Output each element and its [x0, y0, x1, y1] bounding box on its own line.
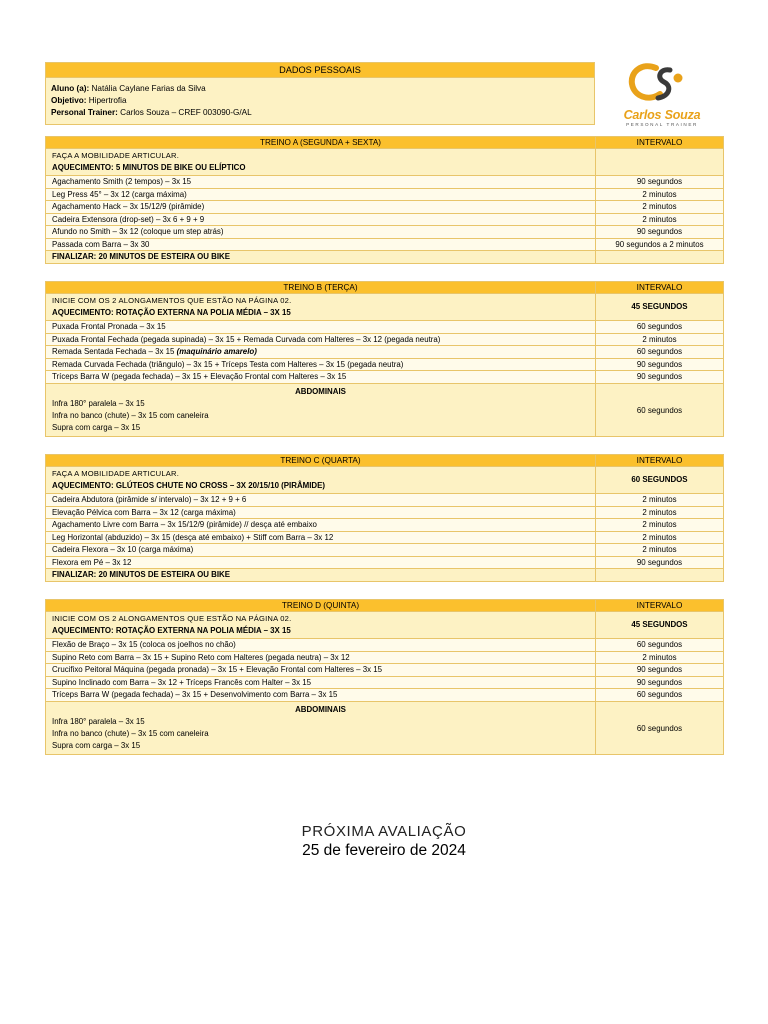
exercise-name: Elevação Pélvica com Barra – 3x 12 (carga máxima)	[46, 506, 596, 519]
exercise-row	[46, 333, 724, 346]
exercise-name: Tríceps Barra W (pegada fechada) – 3x 15 + Desenvolvimento com Barra – 3x 15	[46, 689, 596, 702]
intro-interval: 45 SEGUNDOS	[596, 294, 724, 321]
exercise-interval: 90 segundos	[596, 176, 724, 189]
intro-interval	[596, 149, 724, 176]
exercise-name-text: Remada Sentada Fechada – 3x 15	[52, 347, 177, 357]
exercise-name: Cadeira Abdutora (pirâmide s/ intervalo) – 3x 12 + 9 + 6	[46, 494, 596, 507]
exercise-name: Crucifixo Peitoral Máquina (pegada pronada) – 3x 15 + Elevação Frontal com Halteres – 3x 15	[46, 664, 596, 677]
exercise-name: Puxada Frontal Pronada – 3x 15	[46, 321, 596, 334]
treino-b-intro	[46, 294, 596, 321]
exercise-interval: 90 segundos a 2 minutos	[596, 238, 724, 251]
exercise-interval: 60 segundos	[596, 689, 724, 702]
treino-b-abdominais	[46, 383, 596, 436]
exercise-row	[46, 371, 724, 384]
exercise-interval: 2 minutos	[596, 531, 724, 544]
exercise-note: (maquinário amarelo)	[176, 347, 257, 357]
exercise-row	[46, 494, 724, 507]
exercise-row	[46, 664, 724, 677]
exercise-row	[46, 201, 724, 214]
exercise-row	[46, 519, 724, 532]
interval-header: INTERVALO	[596, 455, 724, 467]
abdominais-interval: 60 segundos	[596, 701, 724, 754]
exercise-interval: 90 segundos	[596, 556, 724, 569]
intro-warmup: AQUECIMENTO: ROTAÇÃO EXTERNA NA POLIA MÉDIA – 3X 15	[52, 308, 291, 317]
exercise-name: Leg Press 45° – 3x 12 (carga máxima)	[46, 188, 596, 201]
trainer-value: Carlos Souza – CREF 003090-G/AL	[120, 108, 252, 117]
intro-small: INICIE COM OS 2 ALONGAMENTOS QUE ESTÃO NA PÁGINA 02.	[52, 614, 292, 623]
exercise-interval: 90 segundos	[596, 358, 724, 371]
personal-data-header: DADOS PESSOAIS	[46, 63, 595, 78]
personal-data-body	[46, 78, 595, 125]
treino-c-title: TREINO C (QUARTA)	[46, 455, 596, 467]
exercise-interval: 60 segundos	[596, 346, 724, 359]
exercise-row	[46, 689, 724, 702]
exercise-row	[46, 676, 724, 689]
treino-d-intro	[46, 612, 596, 639]
abdominais-line: Supra com carga – 3x 15	[52, 422, 141, 432]
treino-d-abdominais	[46, 701, 596, 754]
exercise-interval: 2 minutos	[596, 506, 724, 519]
treino-b-table	[45, 281, 724, 437]
exercise-interval: 2 minutos	[596, 519, 724, 532]
exercise-row	[46, 346, 724, 359]
intro-small: INICIE COM OS 2 ALONGAMENTOS QUE ESTÃO NA PÁGINA 02.	[52, 296, 292, 305]
treino-d-title: TREINO D (QUINTA)	[46, 600, 596, 612]
exercise-row	[46, 651, 724, 664]
exercise-interval: 90 segundos	[596, 371, 724, 384]
logo-subtitle: PERSONAL TRAINER	[626, 122, 698, 127]
next-evaluation	[0, 823, 768, 860]
exercise-row	[46, 556, 724, 569]
intro-warmup: AQUECIMENTO: ROTAÇÃO EXTERNA NA POLIA MÉDIA – 3X 15	[52, 626, 291, 635]
treino-d-table	[45, 599, 724, 755]
exercise-name: Agachamento Livre com Barra – 3x 15/12/9 (pirâmide) // desça até embaixo	[46, 519, 596, 532]
intro-small: FAÇA A MOBILIDADE ARTICULAR.	[52, 469, 179, 478]
exercise-interval: 2 minutos	[596, 201, 724, 214]
aluno-label: Aluno (a):	[51, 84, 90, 93]
next-evaluation-date: 25 de fevereiro de 2024	[302, 842, 466, 859]
treino-a-final: FINALIZAR: 20 MINUTOS DE ESTEIRA OU BIKE	[46, 251, 596, 264]
aluno-value: Natália Caylane Farias da Silva	[91, 84, 206, 93]
treino-c-rows	[46, 494, 724, 569]
treino-d-rows	[46, 639, 724, 702]
next-evaluation-label: PRÓXIMA AVALIAÇÃO	[301, 823, 467, 840]
intro-warmup: AQUECIMENTO: GLÚTEOS CHUTE NO CROSS – 3X 20/15/10 (PIRÂMIDE)	[52, 481, 326, 490]
exercise-name	[46, 346, 596, 359]
treino-c-final: FINALIZAR: 20 MINUTOS DE ESTEIRA OU BIKE	[46, 569, 596, 582]
intro-interval: 45 SEGUNDOS	[596, 612, 724, 639]
exercise-interval: 2 minutos	[596, 188, 724, 201]
abdominais-title: ABDOMINAIS	[295, 704, 346, 714]
brand-logo	[612, 58, 712, 128]
exercise-name: Supino Reto com Barra – 3x 15 + Supino Reto com Halteres (pegada neutra) – 3x 12	[46, 651, 596, 664]
exercise-interval: 90 segundos	[596, 226, 724, 239]
exercise-interval: 2 minutos	[596, 333, 724, 346]
interval-header: INTERVALO	[596, 600, 724, 612]
exercise-name: Remada Curvada Fechada (triângulo) – 3x 15 + Tríceps Testa com Halteres – 3x 15 (pegada neutra)	[46, 358, 596, 371]
exercise-row	[46, 358, 724, 371]
exercise-interval: 2 minutos	[596, 213, 724, 226]
exercise-row	[46, 238, 724, 251]
logo-brand-text: Carlos Souza	[623, 108, 701, 122]
objetivo-value: Hipertrofia	[88, 96, 127, 105]
exercise-interval: 2 minutos	[596, 544, 724, 557]
abdominais-title: ABDOMINAIS	[295, 386, 346, 396]
exercise-name: Cadeira Extensora (drop-set) – 3x 6 + 9 + 9	[46, 213, 596, 226]
intro-small: FAÇA A MOBILIDADE ARTICULAR.	[52, 151, 179, 160]
abdominais-line: Infra 180° paralela – 3x 15	[52, 716, 145, 726]
exercise-interval: 60 segundos	[596, 321, 724, 334]
exercise-row	[46, 176, 724, 189]
treino-a-rows	[46, 176, 724, 251]
treino-a-final-interval	[596, 251, 724, 264]
objetivo-label: Objetivo:	[51, 96, 87, 105]
treino-a-title: TREINO A (SEGUNDA + SEXTA)	[46, 137, 596, 149]
intro-warmup: AQUECIMENTO: 5 MINUTOS DE BIKE OU ELÍPTICO	[52, 163, 246, 172]
treino-c-intro	[46, 467, 596, 494]
trainer-label: Personal Trainer:	[51, 108, 118, 117]
intro-interval: 60 SEGUNDOS	[596, 467, 724, 494]
exercise-name: Flexora em Pé – 3x 12	[46, 556, 596, 569]
exercise-row	[46, 321, 724, 334]
personal-data-table	[45, 62, 595, 125]
exercise-row	[46, 188, 724, 201]
exercise-name: Cadeira Flexora – 3x 10 (carga máxima)	[46, 544, 596, 557]
exercise-interval: 90 segundos	[596, 676, 724, 689]
exercise-interval: 90 segundos	[596, 664, 724, 677]
exercise-interval: 2 minutos	[596, 651, 724, 664]
treino-c-final-interval	[596, 569, 724, 582]
abdominais-line: Infra 180° paralela – 3x 15	[52, 398, 145, 408]
exercise-name: Supino Inclinado com Barra – 3x 12 + Tríceps Francês com Halter – 3x 15	[46, 676, 596, 689]
abdominais-line: Supra com carga – 3x 15	[52, 740, 141, 750]
exercise-row	[46, 639, 724, 652]
exercise-row	[46, 531, 724, 544]
exercise-row	[46, 213, 724, 226]
exercise-row	[46, 506, 724, 519]
abdominais-interval: 60 segundos	[596, 383, 724, 436]
treino-a-table	[45, 136, 724, 264]
exercise-name: Puxada Frontal Fechada (pegada supinada) – 3x 15 + Remada Curvada com Halteres – 3x 12 (pegada neutra)	[46, 333, 596, 346]
interval-header: INTERVALO	[596, 137, 724, 149]
exercise-row	[46, 544, 724, 557]
exercise-name: Flexão de Braço – 3x 15 (coloca os joelhos no chão)	[46, 639, 596, 652]
exercise-name: Passada com Barra – 3x 30	[46, 238, 596, 251]
interval-header: INTERVALO	[596, 282, 724, 294]
exercise-name: Afundo no Smith – 3x 12 (coloque um step atrás)	[46, 226, 596, 239]
treino-b-rows	[46, 321, 724, 384]
exercise-interval: 60 segundos	[596, 639, 724, 652]
exercise-name: Tríceps Barra W (pegada fechada) – 3x 15 + Elevação Frontal com Halteres – 3x 15	[46, 371, 596, 384]
treino-a-intro	[46, 149, 596, 176]
exercise-name: Leg Horizontal (abduzido) – 3x 15 (desça até embaixo) + Stiff com Barra – 3x 12	[46, 531, 596, 544]
exercise-name: Agachamento Smith (2 tempos) – 3x 15	[46, 176, 596, 189]
exercise-interval: 2 minutos	[596, 494, 724, 507]
treino-c-table	[45, 454, 724, 582]
cs-logo-icon	[612, 58, 712, 110]
exercise-row	[46, 226, 724, 239]
abdominais-line: Infra no banco (chute) – 3x 15 com caneleira	[52, 410, 209, 420]
abdominais-line: Infra no banco (chute) – 3x 15 com caneleira	[52, 728, 209, 738]
exercise-name: Agachamento Hack – 3x 15/12/9 (pirâmide)	[46, 201, 596, 214]
treino-b-title: TREINO B (TERÇA)	[46, 282, 596, 294]
